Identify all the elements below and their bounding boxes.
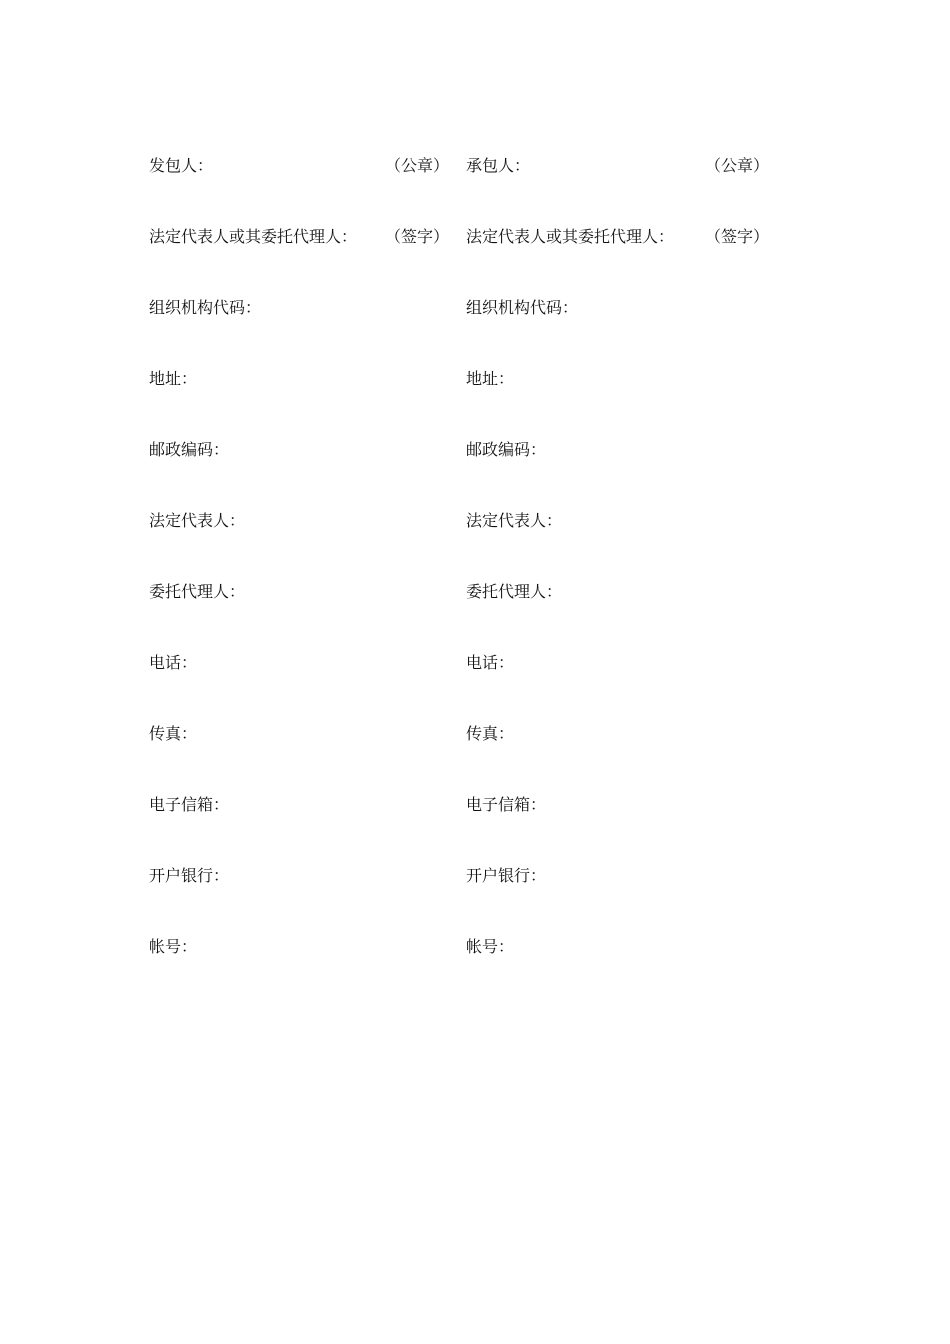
contractor-bank-field bbox=[466, 860, 769, 892]
employer-account-field bbox=[149, 931, 441, 963]
signature-row-account bbox=[149, 931, 769, 1002]
employer-agent-label: 委托代理人： bbox=[149, 582, 246, 601]
contractor-legal-rep-label: 法定代表人： bbox=[466, 511, 563, 530]
contractor-fax-field bbox=[466, 718, 769, 750]
contractor-org-code-label: 组织机构代码： bbox=[466, 298, 579, 317]
employer-bank-field bbox=[149, 860, 441, 892]
employer-label: 发包人： bbox=[149, 156, 214, 175]
employer-bank-label: 开户银行： bbox=[149, 866, 230, 885]
employer-postcode-field bbox=[149, 434, 441, 466]
contractor-postcode-field bbox=[466, 434, 769, 466]
contractor-postcode-label: 邮政编码： bbox=[466, 440, 547, 459]
contractor-email-field bbox=[466, 789, 769, 821]
employer-postcode-label: 邮政编码： bbox=[149, 440, 230, 459]
signature-row-phone bbox=[149, 647, 769, 718]
employer-org-code-label: 组织机构代码： bbox=[149, 298, 262, 317]
contractor-legal-rep-field bbox=[466, 505, 769, 537]
contractor-agent-label: 委托代理人： bbox=[466, 582, 563, 601]
contractor-fax-label: 传真： bbox=[466, 724, 515, 743]
contractor-representative-label: 法定代表人或其委托代理人： bbox=[466, 227, 675, 246]
contractor-account-field bbox=[466, 931, 769, 963]
contractor-label: 承包人： bbox=[466, 156, 531, 175]
signature-row-representative bbox=[149, 221, 769, 292]
contractor-representative-field bbox=[466, 221, 769, 253]
employer-email-field bbox=[149, 789, 441, 821]
contractor-phone-field bbox=[466, 647, 769, 679]
signature-row-legal-rep bbox=[149, 505, 769, 576]
employer-account-label: 帐号： bbox=[149, 937, 198, 956]
contractor-org-code-field bbox=[466, 292, 769, 324]
employer-phone-label: 电话： bbox=[149, 653, 198, 672]
signature-row-agent bbox=[149, 576, 769, 647]
employer-legal-rep-label: 法定代表人： bbox=[149, 511, 246, 530]
employer-representative-field bbox=[149, 221, 449, 253]
signature-row-bank bbox=[149, 860, 769, 931]
employer-email-label: 电子信箱： bbox=[149, 795, 230, 814]
employer-seal-note: （公章） bbox=[384, 156, 449, 175]
signature-row-fax bbox=[149, 718, 769, 789]
contractor-address-field bbox=[466, 363, 769, 395]
signature-row-email bbox=[149, 789, 769, 860]
contractor-email-label: 电子信箱： bbox=[466, 795, 547, 814]
contractor-address-label: 地址： bbox=[466, 369, 515, 388]
employer-legal-rep-field bbox=[149, 505, 441, 537]
employer-party-field bbox=[149, 150, 449, 182]
employer-fax-label: 传真： bbox=[149, 724, 198, 743]
employer-address-field bbox=[149, 363, 441, 395]
contractor-signature-note: （签字） bbox=[704, 227, 769, 246]
employer-fax-field bbox=[149, 718, 441, 750]
contractor-agent-field bbox=[466, 576, 769, 608]
contractor-seal-note: （公章） bbox=[704, 156, 769, 175]
employer-phone-field bbox=[149, 647, 441, 679]
signature-row-party bbox=[149, 150, 769, 221]
employer-address-label: 地址： bbox=[149, 369, 198, 388]
employer-signature-note: （签字） bbox=[384, 227, 449, 246]
signature-row-postcode bbox=[149, 434, 769, 505]
contractor-account-label: 帐号： bbox=[466, 937, 515, 956]
employer-agent-field bbox=[149, 576, 441, 608]
signature-row-org-code bbox=[149, 292, 769, 363]
employer-representative-label: 法定代表人或其委托代理人： bbox=[149, 227, 358, 246]
contractor-party-field bbox=[466, 150, 769, 182]
employer-org-code-field bbox=[149, 292, 441, 324]
contractor-bank-label: 开户银行： bbox=[466, 866, 547, 885]
signature-row-address bbox=[149, 363, 769, 434]
contractor-phone-label: 电话： bbox=[466, 653, 515, 672]
signature-block bbox=[149, 150, 769, 1002]
